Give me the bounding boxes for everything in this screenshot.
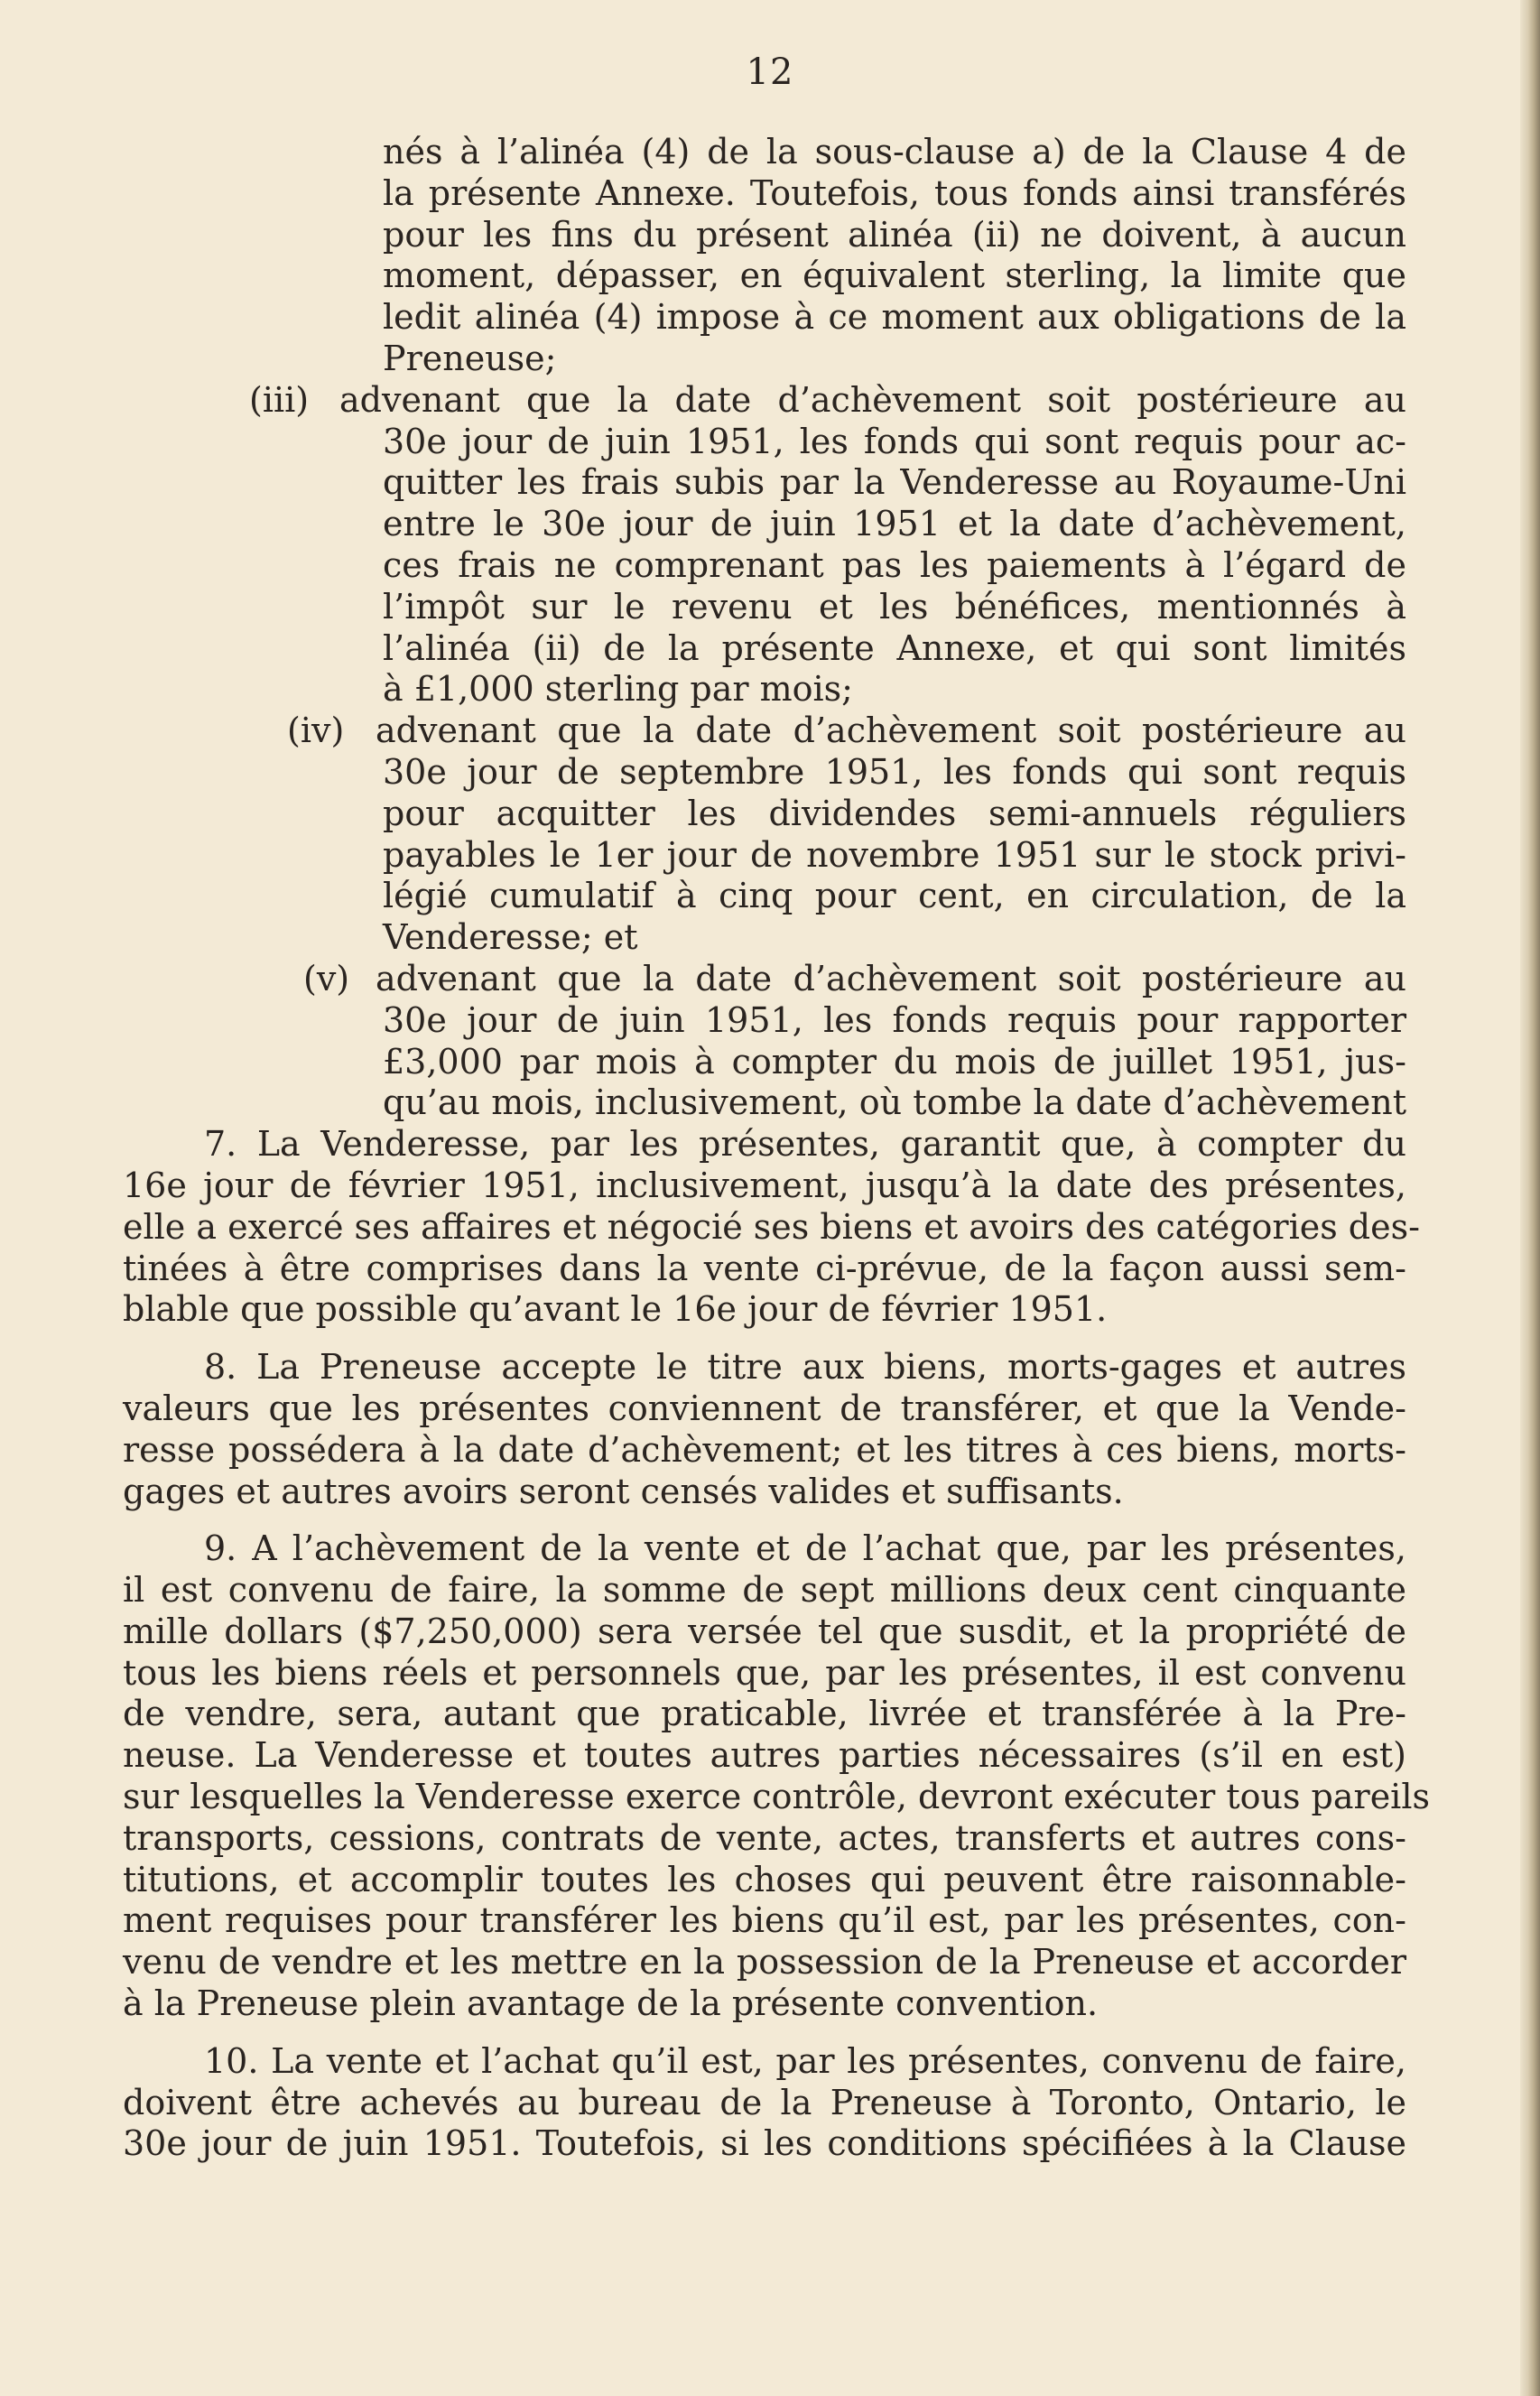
text-line: advenant que la date d’achèvement soit postérieure au <box>376 710 1406 751</box>
text-line: neuse. La Venderesse et toutes autres parties nécessaires (s’il en est) <box>123 1735 1406 1776</box>
clause-marker: (iii) <box>249 379 310 420</box>
text-line: 16e jour de février 1951, inclusivement, jusqu’à la date des présentes, <box>123 1165 1406 1205</box>
text-line: gages et autres avoirs seront censés valides et suffisants. <box>123 1471 1124 1511</box>
text-line: 10. La vente et l’achat qu’il est, par les présentes, convenu de faire, <box>204 2040 1406 2081</box>
text-line: l’impôt sur le revenu et les bénéfices, mentionnés à <box>383 586 1406 627</box>
text-line: resse possédera à la date d’achèvement; et les titres à ces biens, morts- <box>123 1429 1406 1470</box>
text-line: 7. La Venderesse, par les présentes, garantit que, à compter du <box>204 1124 1406 1165</box>
paragraph-gap <box>123 1512 1406 1528</box>
text-line: qu’au mois, inclusivement, où tombe la date d’achèvement <box>383 1082 1406 1123</box>
text-line: moment, dépasser, en équivalent sterling, la limite que <box>383 255 1406 296</box>
text-line: advenant que la date d’achèvement soit postérieure au <box>376 958 1406 998</box>
clause-ii-continuation <box>123 132 1406 380</box>
clause-marker: (v) <box>303 958 350 998</box>
text-line: ces frais ne comprenant pas les paiements à l’égard de <box>383 544 1406 585</box>
text-line: quitter les frais subis par la Venderesse au Royaume-Uni <box>383 462 1406 503</box>
text-line: à £1,000 sterling par mois; <box>383 669 853 710</box>
page-edge-shadow <box>1520 0 1540 2396</box>
text-line: elle a exercé ses affaires et négocié ses biens et avoirs des catégories des- <box>123 1206 1420 1247</box>
text-line: payables le 1er jour de novembre 1951 sur le stock privi- <box>383 834 1406 875</box>
clause-iii <box>123 380 1406 710</box>
paragraph-9 <box>123 1528 1430 2025</box>
paragraph-8 <box>123 1347 1406 1512</box>
text-line: blable que possible qu’avant le 16e jour de février 1951. <box>123 1289 1108 1330</box>
text-line: 30e jour de septembre 1951, les fonds qui sont requis <box>383 751 1406 792</box>
text-line: transports, cessions, contrats de vente, actes, transferts et autres cons- <box>123 1817 1406 1858</box>
text-line: légié cumulatif à cinq pour cent, en circulation, de la <box>383 876 1406 916</box>
clause-iv <box>123 710 1406 959</box>
text-line: entre le 30e jour de juin 1951 et la date d’achèvement, <box>383 504 1406 544</box>
text-line: 9. A l’achèvement de la vente et de l’achat que, par les présentes, <box>204 1528 1406 1569</box>
text-line: ment requises pour transférer les biens qu’il est, par les présentes, con- <box>123 1900 1406 1941</box>
text-line: sur lesquelles la Venderesse exerce contrôle, devront exécuter tous pareils <box>123 1777 1430 1817</box>
text-line: Preneuse; <box>383 338 557 378</box>
clause-v <box>123 959 1406 1124</box>
text-line: il est convenu de faire, la somme de sept millions deux cent cinquante <box>123 1570 1406 1611</box>
text-line: de vendre, sera, autant que praticable, livrée et transférée à la Pre- <box>123 1694 1406 1734</box>
text-line: tous les biens réels et personnels que, par les présentes, il est convenu <box>123 1652 1406 1693</box>
text-line: mille dollars ($7,250,000) sera versée tel que susdit, et la propriété de <box>123 1611 1406 1651</box>
text-line: doivent être achevés au bureau de la Preneuse à Toronto, Ontario, le <box>123 2082 1406 2122</box>
text-line: ledit alinéa (4) impose à ce moment aux obligations de la <box>383 297 1406 338</box>
text-line: advenant que la date d’achèvement soit postérieure au <box>339 379 1406 420</box>
text-line: Venderesse; et <box>383 917 638 958</box>
text-line: venu de vendre et les mettre en la possession de la Preneuse et accorder <box>123 1942 1406 1983</box>
text-line: la présente Annexe. Toutefois, tous fonds ainsi transférés <box>383 172 1406 213</box>
text-line: tinées à être comprises dans la vente ci-prévue, de la façon aussi sem- <box>123 1248 1406 1288</box>
text-line: 30e jour de juin 1951. Toutefois, si les conditions spécifiées à la Clause <box>123 2123 1406 2164</box>
text-line: 8. La Preneuse accepte le titre aux biens, morts-gages et autres <box>204 1347 1406 1388</box>
text-line: pour acquitter les dividendes semi-annuels réguliers <box>383 793 1406 833</box>
paragraph-gap <box>123 1331 1406 1347</box>
text-line: £3,000 par mois à compter du mois de juillet 1951, jus- <box>383 1041 1406 1082</box>
text-line: à la Preneuse plein avantage de la présente convention. <box>123 1983 1099 2024</box>
text-line: valeurs que les présentes conviennent de transférer, et que la Vende- <box>123 1388 1406 1428</box>
document-body <box>123 132 1430 2165</box>
page-number: 12 <box>746 51 794 93</box>
text-line: nés à l’alinéa (4) de la sous-clause a) de la Clause 4 de <box>383 132 1406 172</box>
paragraph-10 <box>123 2041 1406 2165</box>
paragraph-7 <box>123 1124 1420 1331</box>
text-line: 30e jour de juin 1951, les fonds qui sont requis pour ac- <box>383 421 1406 461</box>
paragraph-gap <box>123 2025 1406 2041</box>
text-line: l’alinéa (ii) de la présente Annexe, et qui sont limités <box>383 627 1406 668</box>
text-line: 30e jour de juin 1951, les fonds requis pour rapporter <box>383 999 1406 1040</box>
clause-marker: (iv) <box>287 710 345 751</box>
text-line: pour les fins du présent alinéa (ii) ne doivent, à aucun <box>383 214 1406 255</box>
text-line: titutions, et accomplir toutes les choses qui peuvent être raisonnable- <box>123 1859 1406 1899</box>
